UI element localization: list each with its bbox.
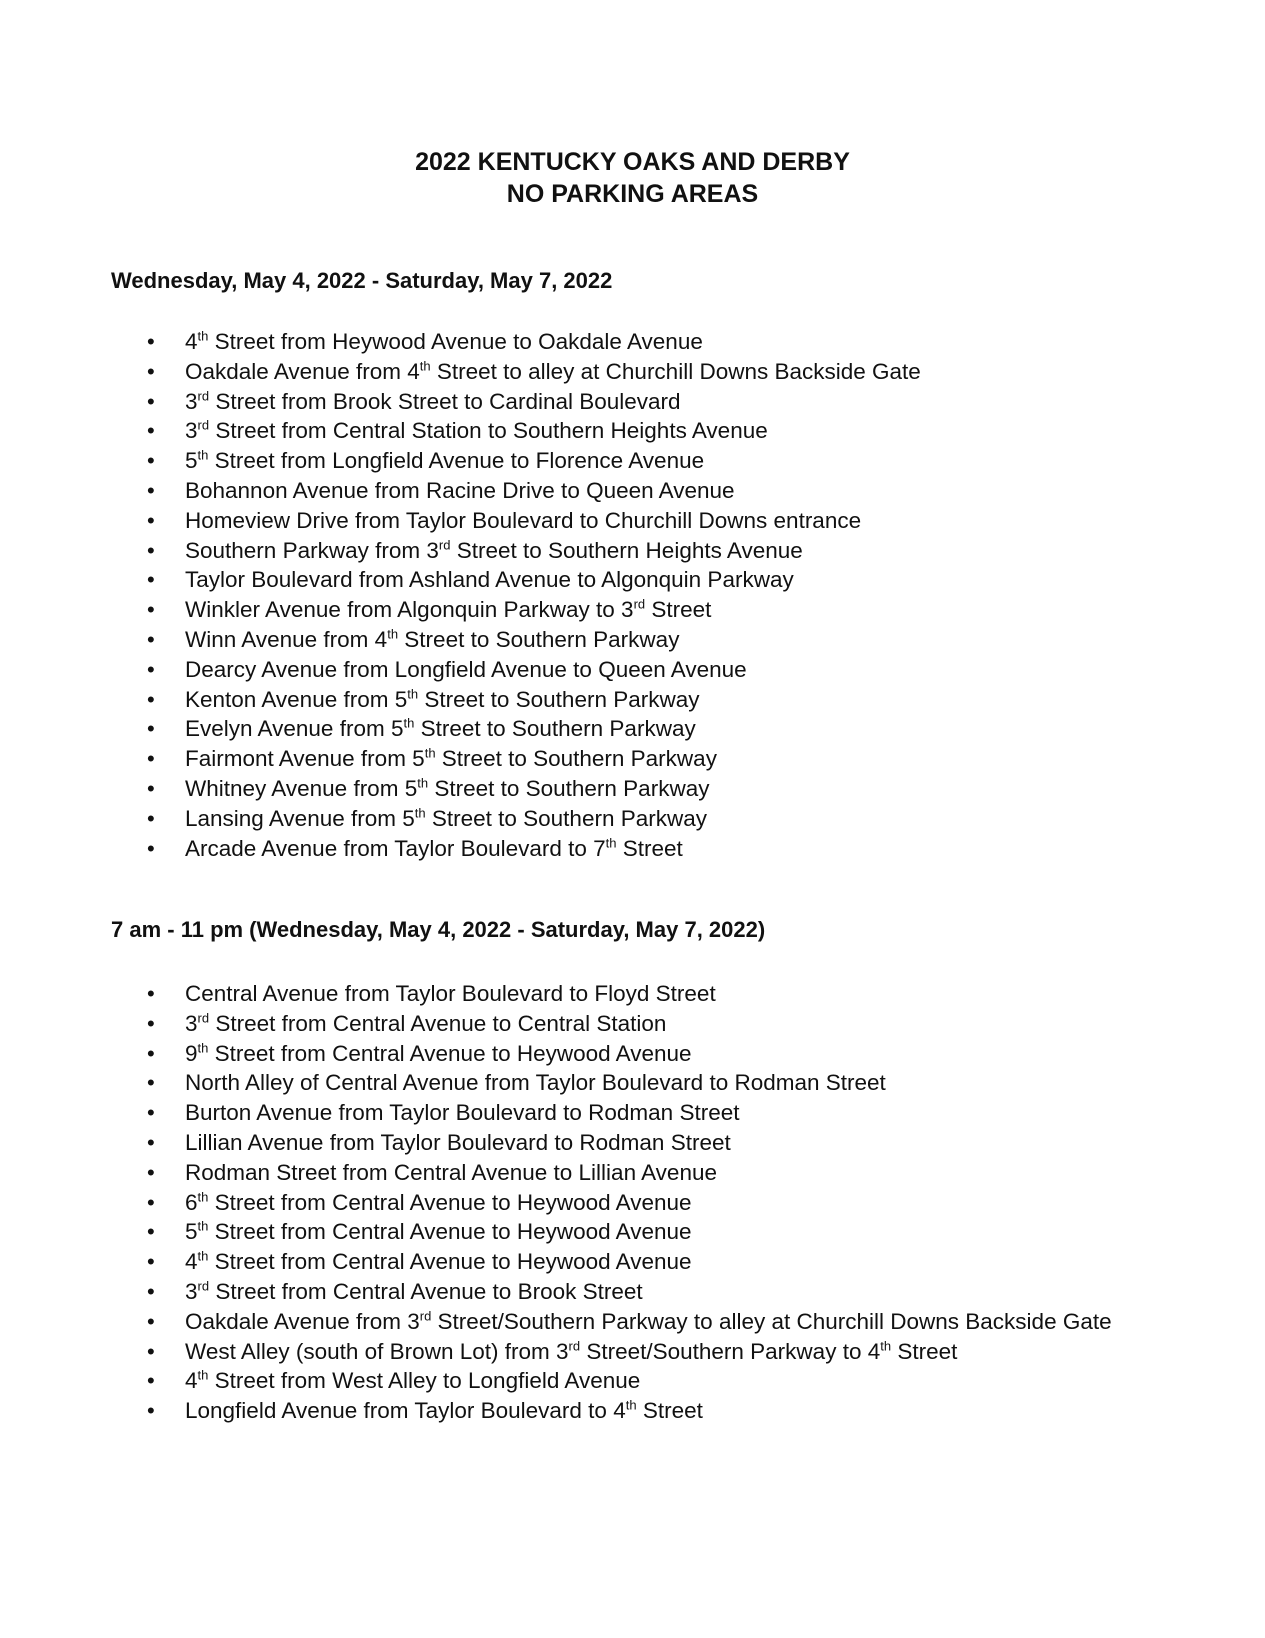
list-item	[0, 774, 1265, 804]
ordinal-suffix: th	[407, 686, 419, 702]
list-item-text: Street/Southern Parkway to 4	[580, 1338, 881, 1364]
section-1-heading: Wednesday, May 4, 2022 - Saturday, May 7, 2022	[111, 268, 613, 293]
list-item	[0, 1307, 1265, 1337]
list-item	[0, 1098, 1265, 1128]
list-item-text: Street/Southern Parkway to alley at Churchill Downs Backside Gate	[431, 1308, 1112, 1334]
ordinal-suffix: th	[197, 1248, 209, 1264]
list-item-text: 4	[185, 329, 198, 354]
list-item	[0, 1068, 1265, 1098]
list-item-text: Street	[616, 835, 683, 861]
list-item-text: Burton Avenue from Taylor Boulevard to Rodman Street	[185, 1100, 740, 1126]
ordinal-suffix: rd	[197, 1010, 210, 1026]
list-item-text: 9	[185, 1040, 198, 1066]
list-item-text: Street to Southern Parkway	[428, 775, 710, 801]
list-item	[0, 506, 1265, 536]
ordinal-suffix: rd	[197, 1278, 210, 1294]
list-item-text: 5	[185, 448, 198, 474]
ordinal-suffix: th	[387, 626, 399, 642]
ordinal-suffix: th	[605, 835, 617, 851]
list-item	[0, 327, 1265, 357]
ordinal-suffix: th	[197, 1367, 209, 1383]
list-item-text: 4	[185, 1368, 198, 1394]
ordinal-suffix: th	[419, 358, 431, 374]
ordinal-suffix: th	[197, 1040, 209, 1056]
ordinal-suffix: th	[414, 805, 426, 821]
list-item-text: Oakdale Avenue from 4	[185, 358, 420, 384]
list-item-text: Lansing Avenue from 5	[185, 805, 415, 831]
list-item-text: Street to Southern Parkway	[418, 686, 700, 712]
list-item-text: Street from Central Avenue to Heywood Avenue	[208, 1040, 692, 1066]
list-item-text: 3	[185, 1010, 198, 1036]
list-item	[0, 1366, 1265, 1396]
list-item	[0, 1188, 1265, 1218]
list-item-text: Street from Central Avenue to Heywood Avenue	[208, 1189, 692, 1215]
ordinal-suffix: rd	[419, 1308, 432, 1324]
list-item-text: Street to alley at Churchill Downs Backside Gate	[430, 358, 921, 384]
list-item	[0, 804, 1265, 834]
section-1-list	[0, 327, 1265, 863]
list-item	[0, 625, 1265, 655]
list-item-text: Street from Longfield Avenue to Florence Avenue	[208, 448, 705, 474]
list-item-text: Bohannon Avenue from Racine Drive to Queen Avenue	[185, 477, 735, 503]
ordinal-suffix: th	[424, 745, 436, 761]
list-item	[0, 979, 1265, 1009]
list-item	[0, 1217, 1265, 1247]
list-item	[0, 536, 1265, 566]
list-item-text: North Alley of Central Avenue from Taylor Boulevard to Rodman Street	[185, 1070, 886, 1096]
ordinal-suffix: rd	[197, 388, 210, 404]
list-item-text: Whitney Avenue from 5	[185, 775, 418, 801]
list-item-text: Street to Southern Parkway	[398, 626, 680, 652]
ordinal-suffix: th	[197, 1189, 209, 1205]
list-item-text: Street from Central Avenue to Central Station	[209, 1010, 667, 1036]
list-item-text: Street from West Alley to Longfield Avenue	[208, 1368, 641, 1394]
list-item	[0, 685, 1265, 715]
section-2-list	[0, 979, 1265, 1426]
ordinal-suffix: rd	[633, 596, 646, 612]
ordinal-suffix: th	[197, 447, 209, 463]
list-item	[0, 655, 1265, 685]
list-item-text: 3	[185, 1278, 198, 1304]
list-item	[0, 714, 1265, 744]
ordinal-suffix: th	[197, 328, 209, 344]
list-item	[0, 744, 1265, 774]
list-item-text: Street to Southern Heights Avenue	[450, 537, 803, 563]
list-item-text: Rodman Street from Central Avenue to Lillian Avenue	[185, 1159, 717, 1185]
list-item-text: Street	[645, 597, 712, 623]
list-item	[0, 416, 1265, 446]
list-item-text: Dearcy Avenue from Longfield Avenue to Queen Avenue	[185, 656, 747, 682]
list-item-text: Central Avenue from Taylor Boulevard to Floyd Street	[185, 981, 716, 1006]
list-item-text: 3	[185, 418, 198, 444]
list-item	[0, 1128, 1265, 1158]
list-item-text: Longfield Avenue from Taylor Boulevard to 4	[185, 1398, 626, 1424]
section-2-heading: 7 am - 11 pm (Wednesday, May 4, 2022 - Saturday, May 7, 2022)	[111, 917, 766, 942]
ordinal-suffix: th	[197, 1218, 209, 1234]
list-item-text: Street to Southern Parkway	[425, 805, 707, 831]
list-item	[0, 1396, 1265, 1426]
list-item	[0, 1277, 1265, 1307]
ordinal-suffix: rd	[568, 1338, 581, 1354]
list-item-text: Kenton Avenue from 5	[185, 686, 408, 712]
list-item	[0, 387, 1265, 417]
list-item-text: Street from Central Avenue to Heywood Avenue	[208, 1219, 692, 1245]
list-item-text: Taylor Boulevard from Ashland Avenue to Algonquin Parkway	[185, 567, 794, 593]
title-line-1: 2022 KENTUCKY OAKS AND DERBY	[415, 148, 850, 176]
list-item-text: Winkler Avenue from Algonquin Parkway to 3	[185, 597, 634, 623]
list-item-text: Street from Central Avenue to Brook Street	[209, 1278, 643, 1304]
list-item-text: Homeview Drive from Taylor Boulevard to Churchill Downs entrance	[185, 507, 862, 533]
list-item-text: Evelyn Avenue from 5	[185, 716, 404, 742]
list-item-text: Street to Southern Parkway	[435, 746, 717, 772]
list-item	[0, 446, 1265, 476]
list-item	[0, 1158, 1265, 1188]
list-item-text: Street from Heywood Avenue to Oakdale Avenue	[208, 329, 703, 354]
list-item	[0, 1009, 1265, 1039]
list-item	[0, 476, 1265, 506]
ordinal-suffix: th	[403, 715, 415, 731]
list-item-text: Street	[636, 1398, 703, 1424]
list-item-text: Arcade Avenue from Taylor Boulevard to 7	[185, 835, 606, 861]
list-item-text: 3	[185, 388, 198, 414]
list-item-text: Oakdale Avenue from 3	[185, 1308, 420, 1334]
list-item	[0, 1039, 1265, 1069]
list-item-text: 6	[185, 1189, 198, 1215]
list-item	[0, 834, 1265, 864]
list-item-text: Street to Southern Parkway	[414, 716, 696, 742]
list-item	[0, 595, 1265, 625]
list-item-text: Street from Brook Street to Cardinal Boulevard	[209, 388, 681, 414]
list-item-text: Street from Central Avenue to Heywood Avenue	[208, 1249, 692, 1275]
ordinal-suffix: th	[625, 1397, 637, 1413]
list-item-text: 4	[185, 1249, 198, 1275]
ordinal-suffix: th	[880, 1338, 892, 1354]
list-item-text: Lillian Avenue from Taylor Boulevard to Rodman Street	[185, 1129, 731, 1155]
ordinal-suffix: rd	[197, 417, 210, 433]
list-item-text: Street	[891, 1338, 958, 1364]
list-item-text: West Alley (south of Brown Lot) from 3	[185, 1338, 569, 1364]
ordinal-suffix: th	[417, 775, 429, 791]
list-item-text: Southern Parkway from 3	[185, 537, 439, 563]
list-item-text: Fairmont Avenue from 5	[185, 746, 425, 772]
list-item	[0, 1337, 1265, 1367]
ordinal-suffix: rd	[438, 537, 451, 553]
list-item	[0, 1247, 1265, 1277]
list-item	[0, 357, 1265, 387]
list-item-text: 5	[185, 1219, 198, 1245]
list-item-text: Street from Central Station to Southern Heights Avenue	[209, 418, 768, 444]
list-item-text: Winn Avenue from 4	[185, 626, 388, 652]
title-line-2: NO PARKING AREAS	[506, 180, 759, 208]
list-item	[0, 565, 1265, 595]
document-title	[0, 146, 1265, 210]
